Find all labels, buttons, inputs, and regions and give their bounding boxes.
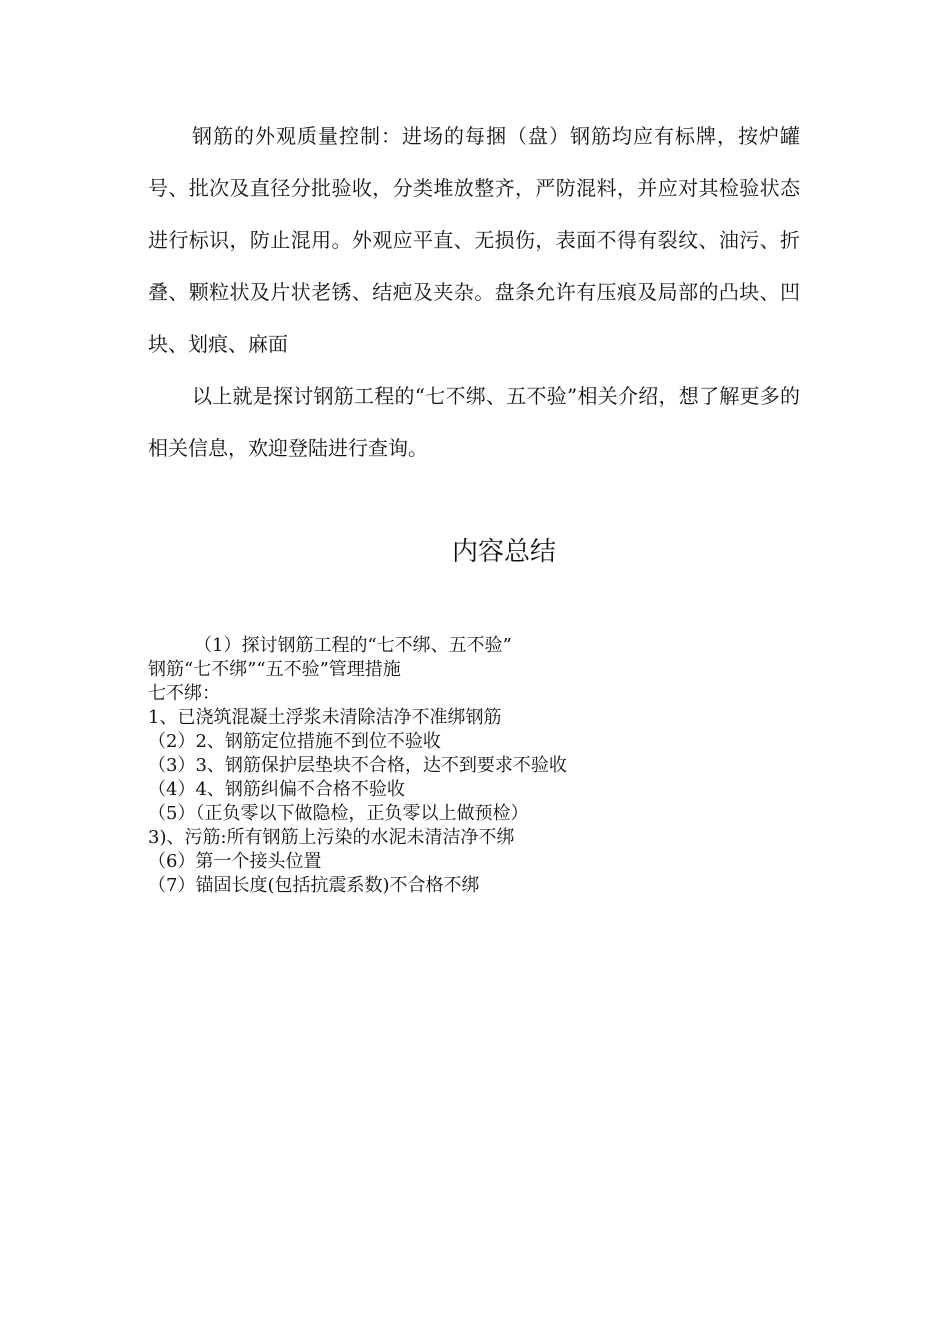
- summary-line: （5）（正负零以下做隐检，正负零以上做预检）: [148, 803, 529, 824]
- summary-line: 1、已浇筑混凝土浮浆未清除洁净不准绑钢筋: [148, 707, 502, 728]
- summary-line: （1）探讨钢筋工程的“七不绑、五不验”: [194, 635, 512, 656]
- summary-line: （6）第一个接头位置: [148, 851, 322, 872]
- summary-line: 七不绑：: [148, 683, 220, 704]
- summary-line: 3)、污筋:所有钢筋上污染的水泥未清洁净不绑: [148, 827, 515, 848]
- summary-line: （3）3、钢筋保护层垫块不合格，达不到要求不验收: [148, 755, 567, 776]
- body-text: [148, 110, 800, 474]
- paragraph-closing: 以上就是探讨钢筋工程的“七不绑、五不验”相关介绍，想了解更多的相关信息，欢迎登陆进行查询。: [148, 384, 800, 460]
- summary-line: 钢筋“七不绑”“五不验”管理措施: [148, 659, 401, 680]
- summary-list: [148, 634, 788, 898]
- paragraph-quality-control: 钢筋的外观质量控制：进场的每捆（盘）钢筋均应有标牌，按炉罐号、批次及直径分批验收，分类堆放整齐，严防混料，并应对其检验状态进行标识，防止混用。外观应平直、无损伤，表面不得有裂纹、油污、折叠、颗粒状及片状老锈、结疤及夹杂。盘条允许有压痕及局部的凸块、凹块、划痕、麻面: [148, 124, 800, 356]
- summary-line: （7）锚固长度(包括抗震系数)不合格不绑: [148, 875, 480, 896]
- summary-line: （2）2、钢筋定位措施不到位不验收: [148, 731, 441, 752]
- summary-line: （4）4、钢筋纠偏不合格不验收: [148, 779, 405, 800]
- summary-title: 内容总结: [451, 537, 556, 567]
